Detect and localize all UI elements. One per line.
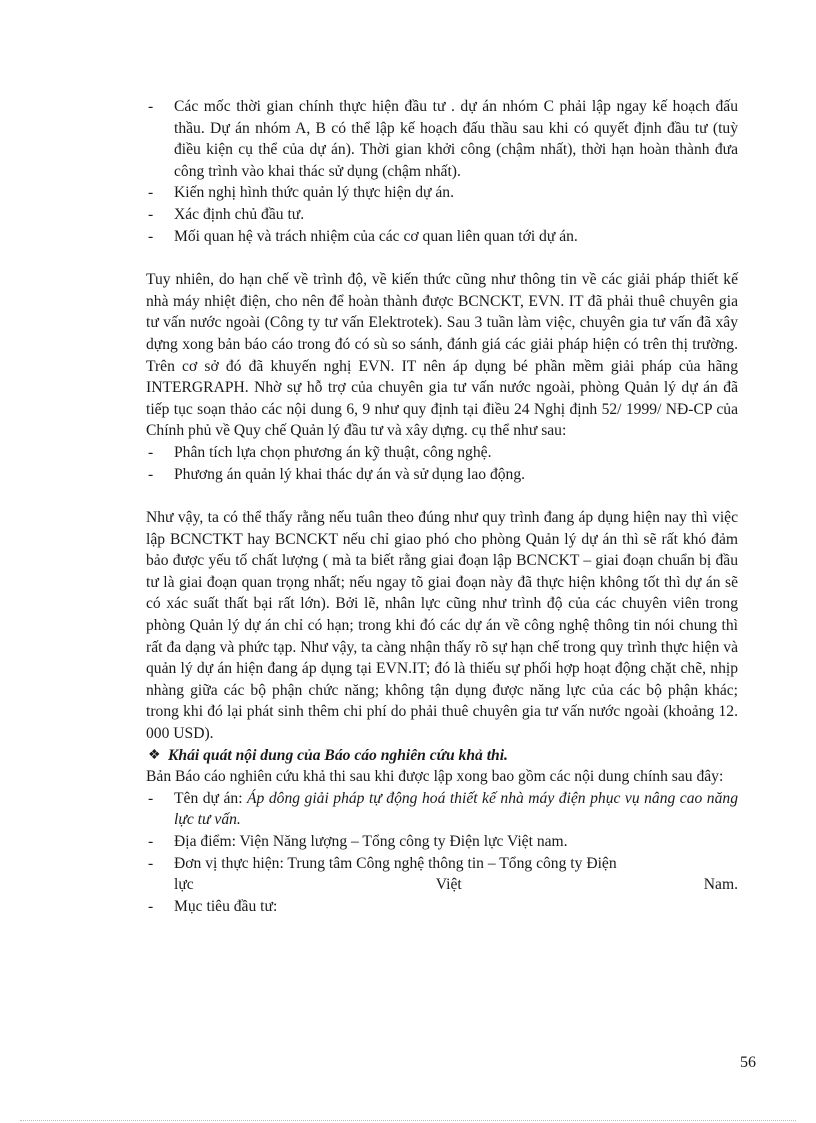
list-report-content	[146, 788, 738, 918]
spacer	[146, 247, 738, 269]
list-investment-items	[146, 96, 738, 247]
word: Nam.	[703, 876, 738, 894]
list-item-project-name	[146, 788, 738, 831]
diamond-bullet-icon: ❖	[148, 747, 161, 763]
paragraph-intro: Bản Báo cáo nghiên cứu khả thi sau khi được lập xong bao gồm các nội dung chính sau đây:	[146, 768, 724, 786]
paragraph-consultant: Tuy nhiên, do hạn chế về trình độ, về kiến thức cũng như thông tin về các giải pháp thiết kế nhà máy nhiệt điện, cho nên để hoàn thành được BCNCKT, EVN. IT đã phải thuê chuyên gia tư vấn nước ngoài (Công ty tư vấn Elektrotek). Sau 3 tuần làm việc, chuyên gia tư vấn đã xây dựng xong bản báo cáo trong đó có sù so sánh, đánh giá các giải pháp hiện có trên thị trường. Trên cơ sở đó đã khuyến nghị EVN. IT nên áp dụng bé phần mềm giải pháp của hãng INTERGRAPH. Nhờ sự hỗ trợ của chuyên gia tư vấn nước ngoài, phòng Quản lý dự án đã tiếp tục soạn thảo các nội dung 6, 9 như quy định tại điều 24 Nghị định 52/ 1999/ NĐ-CP của Chính phủ về Quy chế Quản lý đầu tư và xây dựng. cụ thể như sau:	[146, 271, 738, 440]
list-item: - Các mốc thời gian chính thực hiện đầu tư . dự án nhóm C phải lập ngay kế hoạch đấu thầu. Dự án nhóm A, B có thể lập kế hoạch đấu thầu sau khi có quyết định đầu tư (tuỳ điều kiện cụ thể của dự án). Thời gian khởi công (chậm nhất), thời hạn hoàn thành đưa công trình vào khai thác sử dụng (chậm nhất).	[146, 96, 738, 182]
executing-unit-line2	[174, 874, 738, 896]
list-item-location: - Địa điểm: Viện Năng lượng – Tổng công ty Điện lực Việt nam.	[146, 831, 738, 853]
project-name-value: Áp dông giải pháp tự động hoá thiết kế nhà máy điện phục vụ nâng cao năng lực tư vấn.	[174, 789, 738, 829]
list-item: - Xác định chủ đầu tư.	[146, 204, 738, 226]
project-name-label: Tên dự án:	[174, 789, 248, 807]
list-item-executing-unit	[146, 853, 738, 896]
list-item: - Phân tích lựa chọn phương án kỹ thuật, công nghệ.	[146, 442, 738, 464]
section-heading	[146, 745, 738, 767]
paragraph-process-analysis: Như vậy, ta có thể thấy rằng nếu tuân theo đúng như quy trình đang áp dụng hiện nay thì việc lập BCNCTKT hay BCNCKT nếu chỉ giao phó cho phòng Quản lý dự án thì sẽ rất khó đảm bảo được yếu tố chất lượng ( mà ta biết rằng giai đoạn lập BCNCKT – giai đoạn chuẩn bị đầu tư là giai đoạn quan trọng nhất; nếu ngay tõ giai đoạn này đã thực hiện không tốt thì dự án sẽ có xác suất thất bại rất lớn). Bởi lẽ, nhân lực cũng như trình độ của các chuyên viên trong phòng Quản lý dự án chỉ có hạn; trong khi đó các dự án về công nghệ thông tin nói chung thì rất đa dạng và phức tạp. Như vậy, ta càng nhận thấy rõ sự hạn chế trong quy trình thực hiện và quản lý dự án hiện đang áp dụng tại EVN.IT; đó là thiếu sự phối hợp hoạt động chặt chẽ, nhịp nhàng giữa các bộ phận chức năng; không tận dụng được năng lực của các bộ phận khác; trong khi đó lại phát sinh thêm chi phí do phải thuê chuyên gia tư vấn nước ngoài (khoảng 12. 000 USD).	[146, 509, 738, 743]
list-item: - Phương án quản lý khai thác dự án và sử dụng lao động.	[146, 464, 738, 486]
executing-unit-line1: - Đơn vị thực hiện: Trung tâm Công nghệ thông tin – Tổng công ty Điện	[174, 854, 617, 872]
word: lực	[174, 876, 194, 894]
word: Việt	[435, 876, 462, 894]
list-additional-content	[146, 442, 738, 485]
list-item: - Kiến nghị hình thức quản lý thực hiện dự án.	[146, 182, 738, 204]
list-item-investment-goal: - Mục tiêu đầu tư:	[146, 896, 738, 918]
page-number: 56	[740, 1054, 756, 1071]
section-heading-text: Khái quát nội dung của Báo cáo nghiên cứu khả thi.	[168, 746, 508, 764]
list-item: - Mối quan hệ và trách nhiệm của các cơ quan liên quan tới dự án.	[146, 226, 738, 248]
spacer	[146, 485, 738, 507]
footer-divider	[20, 1120, 796, 1121]
page-content	[146, 96, 738, 917]
